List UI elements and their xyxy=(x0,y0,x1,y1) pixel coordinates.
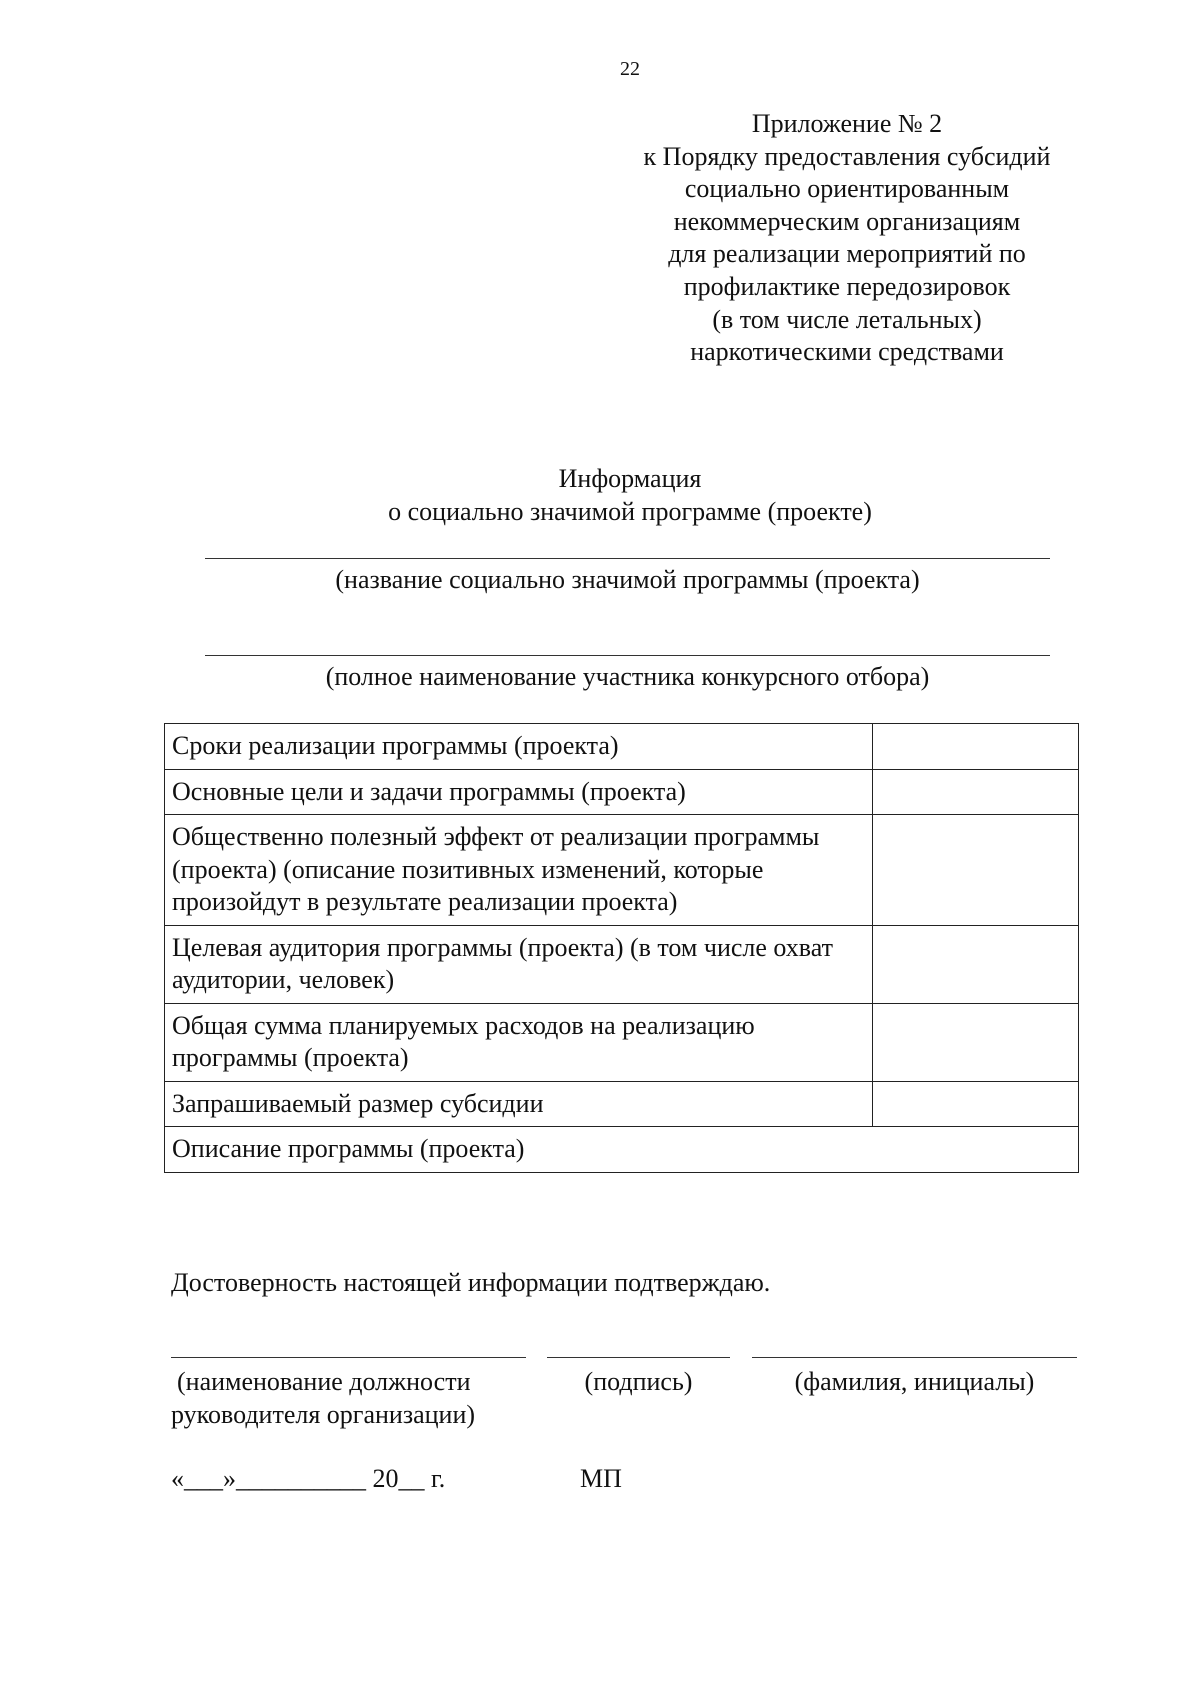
row-label: Общая сумма планируемых расходов на реализацию программы (проекта) xyxy=(165,1003,873,1081)
appendix-line: Приложение № 2 xyxy=(751,109,943,138)
program-info-table xyxy=(164,723,1079,1173)
program-name-caption: (название социально значимой программы (проекта) xyxy=(335,565,920,594)
title-line-2: о социально значимой программе (проекте) xyxy=(388,497,872,526)
appendix-line: некоммерческим организациям xyxy=(673,206,1021,236)
program-name-line[interactable] xyxy=(205,558,1050,559)
participant-name-caption: (полное наименование участника конкурсного отбора) xyxy=(325,662,930,691)
table-row xyxy=(165,815,1079,926)
row-label-full[interactable]: Описание программы (проекта) xyxy=(165,1127,1079,1173)
table-row xyxy=(165,1081,1079,1127)
appendix-line: профилактике передозировок xyxy=(683,271,1011,301)
position-signature-field xyxy=(171,1357,526,1431)
row-label: Основные цели и задачи программы (проекта) xyxy=(165,769,873,815)
stamp-placeholder: МП xyxy=(580,1464,622,1493)
title-line-1: Информация xyxy=(558,464,702,493)
row-value-cell[interactable] xyxy=(873,925,1079,1003)
row-label: Общественно полезный эффект от реализации программы (проекта) (описание позитивных изменений, которые произойдут в результате реализации проекта) xyxy=(165,815,873,926)
name-line[interactable] xyxy=(752,1357,1077,1358)
row-value-cell[interactable] xyxy=(873,815,1079,926)
program-name-field xyxy=(205,558,1050,595)
table-row xyxy=(165,1127,1079,1173)
confirmation-text: Достоверность настоящей информации подтверждаю. xyxy=(171,1268,771,1297)
participant-name-field xyxy=(205,655,1050,692)
page-number: 22 xyxy=(620,58,640,80)
position-line[interactable] xyxy=(171,1357,526,1358)
position-caption-line-1: (наименование должности xyxy=(177,1367,471,1396)
signature-field xyxy=(547,1357,730,1399)
participant-name-line[interactable] xyxy=(205,655,1050,656)
row-label: Запрашиваемый размер субсидии xyxy=(165,1081,873,1127)
row-label: Целевая аудитория программы (проекта) (в том числе охват аудитории, человек) xyxy=(165,925,873,1003)
signature-line[interactable] xyxy=(547,1357,730,1358)
row-value-cell[interactable] xyxy=(873,769,1079,815)
signature-caption: (подпись) xyxy=(584,1367,693,1396)
appendix-line: наркотическими средствами xyxy=(690,337,1004,367)
appendix-line: (в том числе летальных) xyxy=(712,304,982,334)
date-field[interactable]: «___»__________ 20__ г. xyxy=(171,1464,446,1493)
appendix-line: социально ориентированным xyxy=(684,174,1010,204)
row-value-cell[interactable] xyxy=(873,724,1079,770)
name-field xyxy=(752,1357,1077,1399)
position-caption-line-2: руководителя организации) xyxy=(171,1399,476,1429)
table-row xyxy=(165,1003,1079,1081)
document-title xyxy=(180,462,1080,528)
table-row xyxy=(165,724,1079,770)
table-row xyxy=(165,769,1079,815)
table-row xyxy=(165,925,1079,1003)
row-label: Сроки реализации программы (проекта) xyxy=(165,724,873,770)
appendix-header xyxy=(622,108,1072,369)
row-value-cell[interactable] xyxy=(873,1081,1079,1127)
appendix-line: для реализации мероприятий по xyxy=(668,239,1026,269)
appendix-line: к Порядку предоставления субсидий xyxy=(643,141,1051,171)
name-caption: (фамилия, инициалы) xyxy=(794,1367,1035,1396)
row-value-cell[interactable] xyxy=(873,1003,1079,1081)
